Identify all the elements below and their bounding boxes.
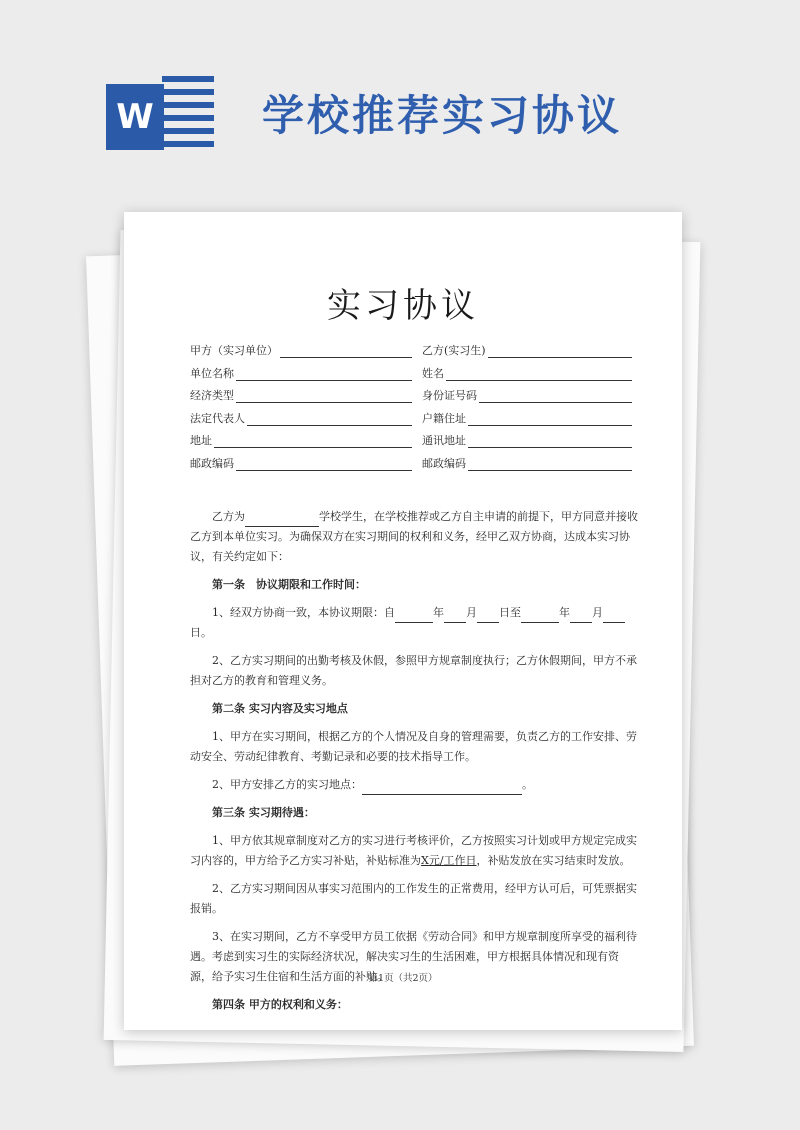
clause-text: 月 <box>592 606 603 619</box>
field-label: 地址 <box>190 434 212 447</box>
intro-text: 学校学生，在学校推荐或乙方自主申请的前提下，甲方同意并接收乙方到本单位实习。为确保双方在实习期间的权利和义务，经甲乙双方协商，达成本实习协议，有关约定如下： <box>190 510 638 563</box>
field-label: 户籍住址 <box>422 411 466 425</box>
banner-header <box>0 0 800 190</box>
clause-text: 年 <box>559 606 570 619</box>
date-blank[interactable] <box>444 609 466 623</box>
page-number: 第1页（共2页） <box>368 973 438 984</box>
clause-title: 第四条 甲方的权利和义务： <box>212 998 348 1011</box>
field-row <box>190 410 636 433</box>
clause-text: 日至 <box>499 606 521 619</box>
clause-paragraph: 2、乙方实习期间的出勤考核及休假，参照甲方规章制度执行；乙方休假期间，甲方不承担对乙方的教育和管理义务。 <box>190 654 637 687</box>
clause-title: 第三条 实习期待遇： <box>212 806 315 819</box>
clause-paragraph <box>190 831 638 871</box>
field-label: 姓名 <box>422 366 444 380</box>
date-blank[interactable] <box>477 609 499 623</box>
location-blank[interactable] <box>362 781 522 795</box>
field-blank[interactable] <box>488 346 632 358</box>
field-label: 经济类型 <box>190 389 234 402</box>
school-blank[interactable] <box>245 513 319 527</box>
field-label: 邮政编码 <box>190 456 234 470</box>
banner-title: 学校推荐实习协议 <box>262 91 623 140</box>
word-tile <box>106 84 164 150</box>
date-blank[interactable] <box>603 609 625 623</box>
field-blank[interactable] <box>236 391 412 403</box>
field-blank[interactable] <box>468 414 632 426</box>
field-blank[interactable] <box>446 369 632 381</box>
field-row <box>190 387 636 410</box>
date-blank[interactable] <box>395 609 433 623</box>
date-blank[interactable] <box>570 609 592 623</box>
field-blank[interactable] <box>236 369 412 381</box>
date-blank[interactable] <box>521 609 559 623</box>
field-row <box>190 432 636 455</box>
field-blank[interactable] <box>479 391 632 403</box>
field-label: 单位名称 <box>190 366 234 380</box>
clause-paragraph <box>190 603 638 643</box>
clause-title: 第一条 协议期限和工作时间： <box>212 578 366 591</box>
field-blank[interactable] <box>236 459 412 471</box>
field-label: 乙方(实习生) <box>422 344 486 357</box>
clause-text: 日。 <box>190 626 212 639</box>
field-label: 法定代表人 <box>190 411 245 425</box>
field-blank[interactable] <box>247 414 412 426</box>
document-title: 实习协议 <box>327 286 479 326</box>
word-logo-letter: W <box>116 97 154 137</box>
allowance-amount: X元/工作日 <box>421 854 477 867</box>
clause-text: 1、经双方协商一致，本协议期限：自 <box>212 606 395 619</box>
clause-title: 第二条 实习内容及实习地点 <box>212 702 348 715</box>
agreement-body <box>190 507 638 1023</box>
clause-text: 1、甲方依其规章制度对乙方的实习进行考核评价，乙方按照实习计划或甲方规定完成实习内容的，甲方给予乙方实习补贴，补贴标准为 <box>190 834 637 867</box>
document-page <box>124 212 682 1030</box>
clause-text: 年 <box>433 606 444 619</box>
field-label: 身份证号码 <box>422 389 477 402</box>
field-label: 通讯地址 <box>422 434 466 447</box>
clause-paragraph: 3、在实习期间，乙方不享受甲方员工依据《劳动合同》和甲方规章制度所享受的福利待遇。考虑到实习生的实际经济状况，解决实习生的生活困难，甲方根据具体情况和现有资源，给予实习生住宿和生活方面的补贴。 <box>190 930 637 983</box>
field-row <box>190 342 636 365</box>
clause-text: 2、甲方安排乙方的实习地点： <box>212 778 362 791</box>
field-blank[interactable] <box>468 436 632 448</box>
field-label: 甲方（实习单位） <box>190 344 278 357</box>
field-blank[interactable] <box>280 346 412 358</box>
document-lines <box>162 76 214 162</box>
party-info-fields <box>190 342 636 477</box>
clause-text: ，补贴发放在实习结束时发放。 <box>476 854 631 867</box>
intro-paragraph <box>190 507 638 567</box>
clause-paragraph: 2、乙方实习期间因从事实习范围内的工作发生的正常费用，经甲方认可后，可凭票据实报销。 <box>190 882 637 915</box>
clause-text: 。 <box>522 778 533 791</box>
intro-text: 乙方为 <box>212 510 245 523</box>
field-blank[interactable] <box>214 436 412 448</box>
field-row <box>190 365 636 388</box>
word-icon <box>106 76 218 162</box>
field-blank[interactable] <box>468 459 632 471</box>
clause-paragraph: 1、甲方在实习期间，根据乙方的个人情况及自身的管理需要，负责乙方的工作安排、劳动安全、劳动纪律教育、考勤记录和必要的技术指导工作。 <box>190 730 637 763</box>
field-row <box>190 455 636 478</box>
clause-text: 月 <box>466 606 477 619</box>
field-label: 邮政编码 <box>422 456 466 470</box>
clause-paragraph <box>190 775 638 795</box>
